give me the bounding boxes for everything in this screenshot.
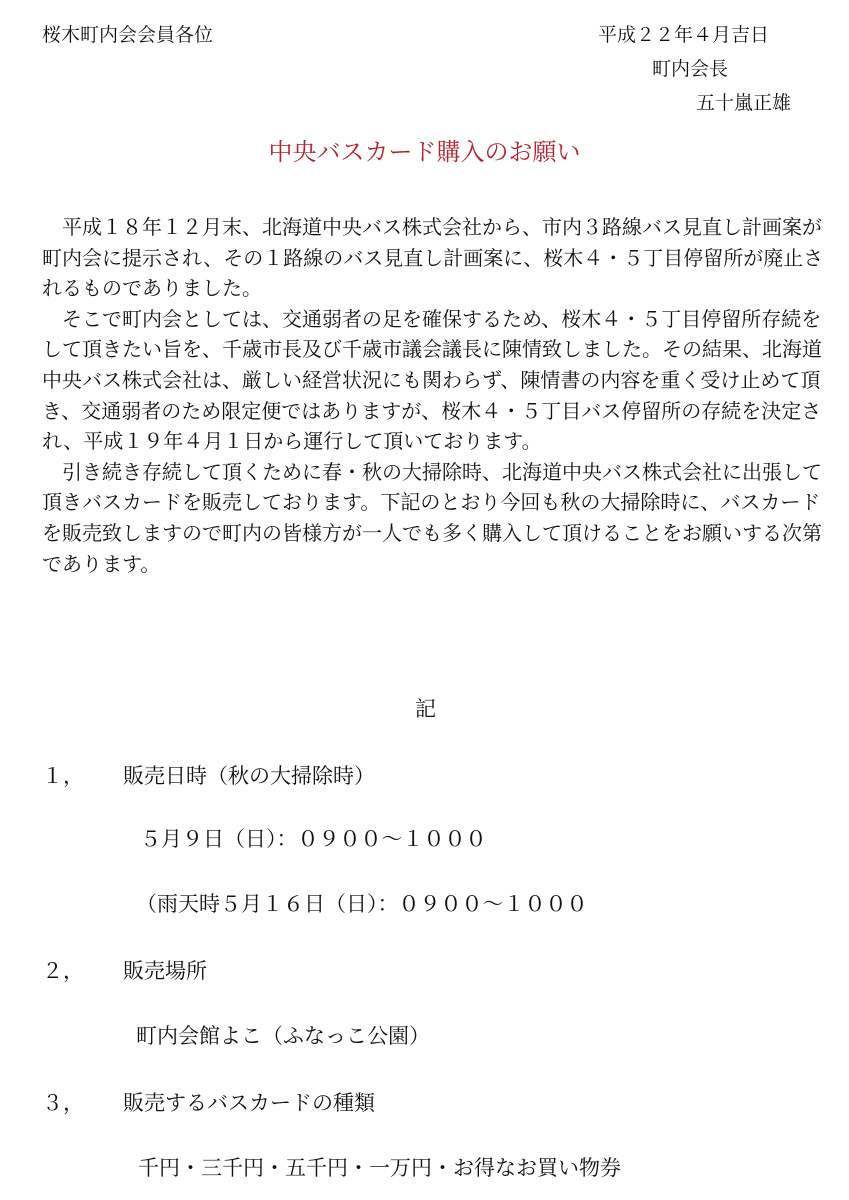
item-detail-rain-date: （雨天時５月１６日（日）：０９００～１０００ [136,892,588,916]
item-label-sale-datetime: 販売日時（秋の大掃除時） [123,764,375,788]
item-number-1: １， [42,764,84,788]
addressee: 桜木町内会会員各位 [42,24,214,46]
ki-heading: 記 [415,697,436,721]
issue-date: 平成２２年４月吉日 [598,24,770,46]
sender-name: 五十嵐正雄 [696,92,792,114]
item-detail-card-types: 千円・三千円・五千円・一万円・お得なお買い物券 [138,1156,621,1180]
item-number-2: ２， [42,959,84,983]
paragraph-3: 引き続き存続して頂くために春・秋の大掃除時、北海道中央バス株式会社に出張して頂きバスカードを販売しております。下記のとおり今回も秋の大掃除時に、バスカードを販売致しますので町内の皆様方が一人でも多く購入して頂けることをお願いする次第であります。 [42,459,822,576]
item-detail-date: ５月９日（日）：０９００～１０００ [140,827,487,851]
item-label-card-types: 販売するバスカードの種類 [123,1091,375,1115]
sender-title: 町内会長 [652,58,729,80]
paragraph-2: そこで町内会としては、交通弱者の足を確保するため、桜木４・５丁目停留所存続をして頂きたい旨を、千歳市長及び千歳市議会議長に陳情致しました。その結果、北海道中央バス株式会社は、厳しい経営状況にも関わらず、陳情書の内容を重く受け止めて頂き、交通弱者のため限定便ではありますが、桜木４・５丁目バス停留所の存続を決定され、平成１９年４月１日から運行して頂いております。 [42,306,822,454]
document-title: 中央バスカード購入のお願い [268,138,581,166]
item-number-3: ３， [42,1091,84,1115]
body-text [42,212,824,579]
item-label-sale-location: 販売場所 [123,959,207,983]
paragraph-1: 平成１８年１２月末、北海道中央バス株式会社から、市内３路線バス見直し計画案が町内会に提示され、その１路線のバス見直し計画案に、桜木４・５丁目停留所が廃止されるものでありました。 [42,215,824,301]
item-detail-location: 町内会館よこ（ふなっこ公園） [136,1024,430,1048]
